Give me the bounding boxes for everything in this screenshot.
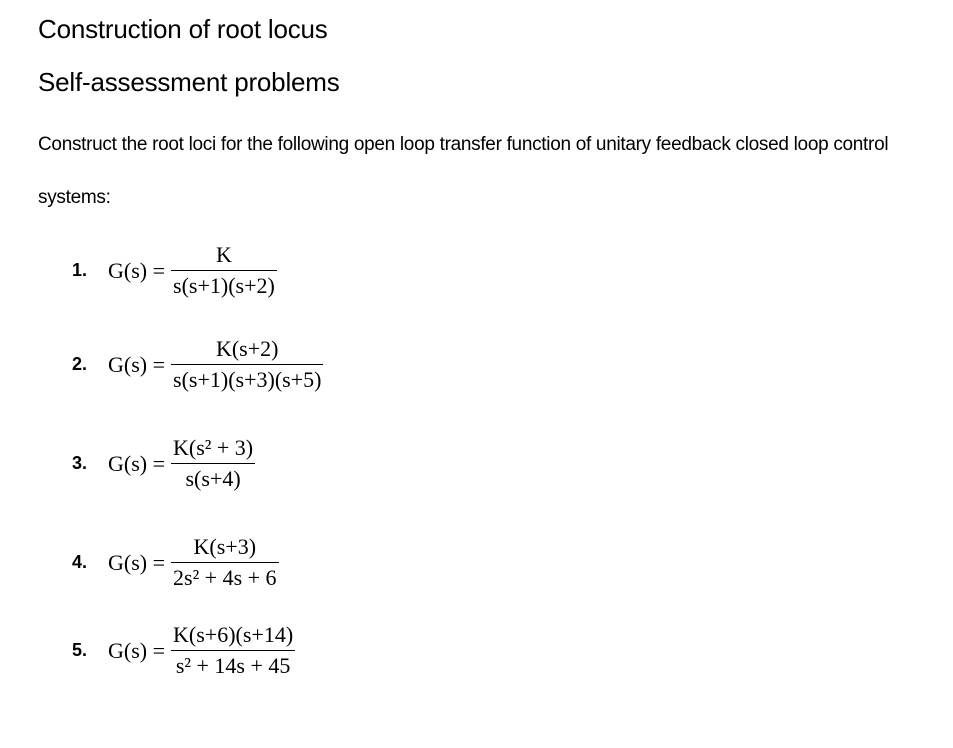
problem-number: 3. bbox=[72, 453, 88, 473]
document-title: Construction of root locus bbox=[38, 14, 328, 44]
equation-lhs: G(s) = bbox=[108, 450, 166, 476]
problem-4 bbox=[72, 532, 279, 593]
problem-number: 4. bbox=[72, 552, 88, 572]
fraction bbox=[171, 240, 277, 301]
denominator: s(s+4) bbox=[185, 466, 241, 491]
equation-lhs: G(s) = bbox=[108, 637, 166, 663]
problem-number: 1. bbox=[72, 260, 88, 280]
problem-1 bbox=[72, 240, 277, 301]
problem-5 bbox=[72, 620, 295, 681]
transfer-function bbox=[108, 240, 277, 301]
transfer-function bbox=[108, 532, 279, 593]
problem-2 bbox=[72, 334, 323, 395]
numerator: K bbox=[215, 242, 232, 267]
problem-number: 5. bbox=[72, 640, 88, 660]
equation-lhs: G(s) = bbox=[108, 351, 166, 377]
fraction bbox=[171, 334, 323, 395]
fraction bbox=[171, 532, 279, 593]
transfer-function bbox=[108, 620, 295, 681]
denominator: s(s+1)(s+2) bbox=[173, 273, 275, 298]
numerator: K(s² + 3) bbox=[173, 435, 254, 460]
denominator: s² + 14s + 45 bbox=[175, 653, 291, 678]
fraction bbox=[171, 433, 255, 494]
problem-3 bbox=[72, 433, 255, 494]
numerator: K(s+3) bbox=[193, 534, 257, 559]
section-subtitle: Self-assessment problems bbox=[38, 67, 340, 97]
transfer-function bbox=[108, 334, 323, 395]
denominator: 2s² + 4s + 6 bbox=[173, 565, 277, 590]
numerator: K(s+6)(s+14) bbox=[173, 622, 294, 647]
transfer-function bbox=[108, 433, 255, 494]
equation-lhs: G(s) = bbox=[108, 257, 166, 283]
fraction bbox=[171, 620, 295, 681]
denominator: s(s+1)(s+3)(s+5) bbox=[173, 367, 322, 392]
intro-paragraph: Construct the root loci for the following open loop transfer function of unitary feedback closed loop control systems: bbox=[38, 134, 889, 208]
equation-lhs: G(s) = bbox=[108, 549, 166, 575]
numerator: K(s+2) bbox=[215, 336, 279, 361]
problem-number: 2. bbox=[72, 354, 88, 374]
